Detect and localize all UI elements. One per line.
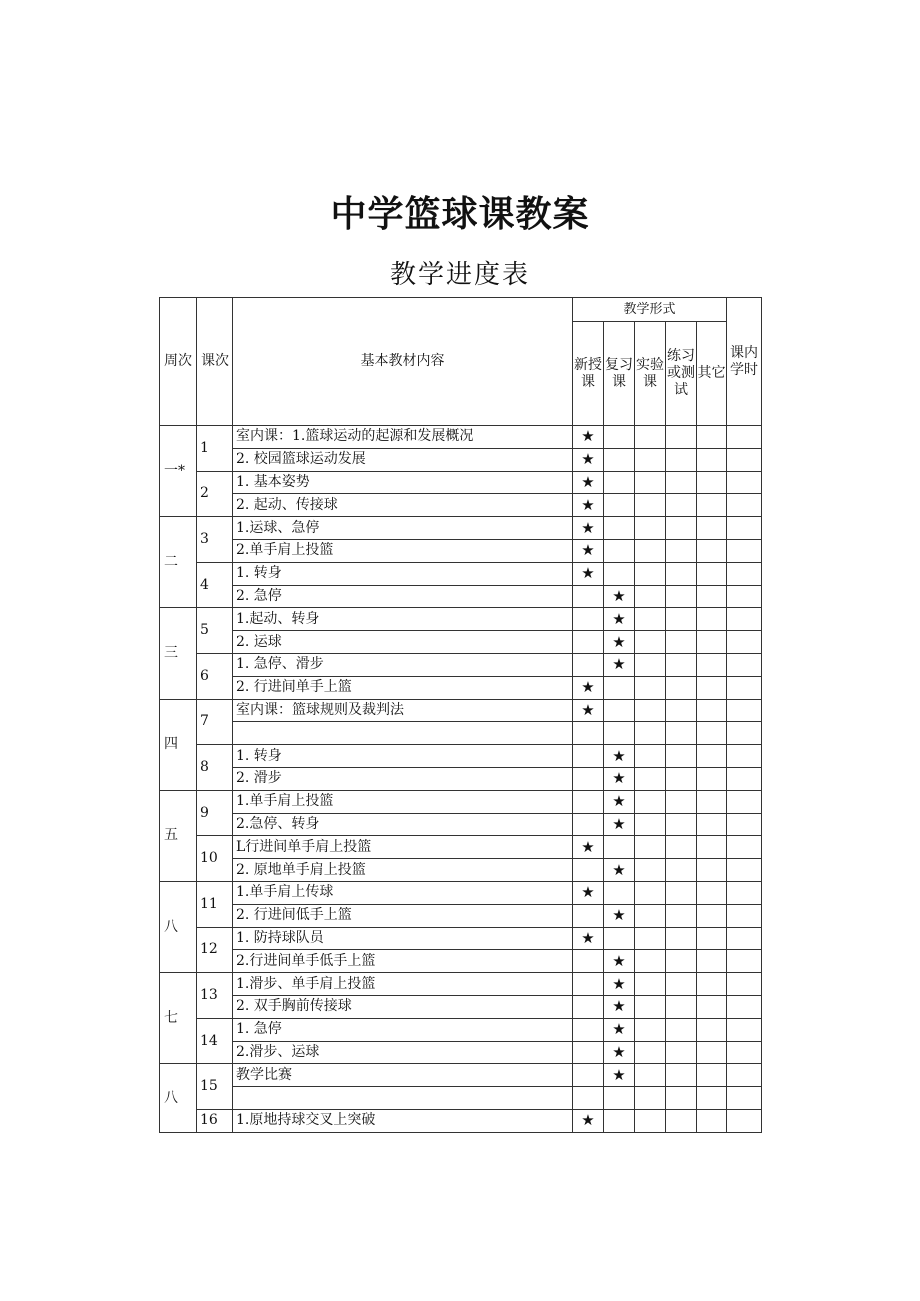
table-row: [160, 494, 762, 517]
hours-cell: [727, 539, 762, 562]
form-cell: [666, 745, 697, 768]
content-cell: 2.单手肩上投篮: [233, 539, 573, 562]
hours-cell: [727, 836, 762, 859]
lesson-number: 16: [197, 1109, 233, 1132]
form-cell: [604, 836, 635, 859]
content-cell: 2. 行进间单手上篮: [233, 676, 573, 699]
content-cell: 1. 基本姿势: [233, 471, 573, 494]
content-cell: 1.单手肩上传球: [233, 881, 573, 904]
form-cell: [666, 767, 697, 790]
star-mark: ★: [604, 585, 635, 608]
form-cell: [573, 1041, 604, 1064]
form-cell: [635, 973, 666, 996]
table-row: [160, 973, 762, 996]
hours-cell: [727, 562, 762, 585]
form-cell: [573, 813, 604, 836]
star-mark: ★: [573, 539, 604, 562]
star-mark: ★: [573, 699, 604, 722]
form-cell: [635, 1087, 666, 1110]
form-cell: [635, 539, 666, 562]
star-mark: ★: [604, 745, 635, 768]
star-mark: ★: [604, 608, 635, 631]
hours-cell: [727, 1109, 762, 1132]
form-cell: [697, 813, 727, 836]
hours-cell: [727, 745, 762, 768]
form-cell: [666, 859, 697, 882]
form-cell: [697, 927, 727, 950]
form-cell: [666, 1018, 697, 1041]
form-cell: [666, 494, 697, 517]
form-cell: [666, 631, 697, 654]
header-lesson: 课次: [197, 298, 233, 426]
header-form-new: 新授课: [573, 322, 604, 426]
form-cell: [635, 448, 666, 471]
content-cell: 1.原地持球交叉上突破: [233, 1109, 573, 1132]
content-cell: 2.滑步、运球: [233, 1041, 573, 1064]
form-cell: [635, 904, 666, 927]
content-cell: 2. 原地单手肩上投篮: [233, 859, 573, 882]
week-label: 三: [160, 608, 197, 699]
lesson-number: 8: [197, 745, 233, 791]
lesson-number: 10: [197, 836, 233, 882]
hours-cell: [727, 608, 762, 631]
header-form-experiment: 实验课: [635, 322, 666, 426]
form-cell: [666, 1087, 697, 1110]
table-row: [160, 631, 762, 654]
content-cell: 1.起动、转身: [233, 608, 573, 631]
week-label: 七: [160, 973, 197, 1064]
star-mark: ★: [573, 471, 604, 494]
week-label: 五: [160, 790, 197, 881]
hours-cell: [727, 927, 762, 950]
form-cell: [697, 904, 727, 927]
table-row: [160, 1041, 762, 1064]
header-content: 基本教材内容: [233, 298, 573, 426]
star-mark: ★: [604, 1064, 635, 1087]
table-row: [160, 1109, 762, 1132]
form-cell: [573, 631, 604, 654]
table-row: [160, 676, 762, 699]
form-cell: [666, 813, 697, 836]
form-cell: [573, 973, 604, 996]
form-cell: [697, 448, 727, 471]
hours-cell: [727, 1087, 762, 1110]
form-cell: [604, 471, 635, 494]
form-cell: [635, 881, 666, 904]
form-cell: [666, 722, 697, 745]
content-cell: L行进间单手肩上投篮: [233, 836, 573, 859]
star-mark: ★: [604, 904, 635, 927]
content-cell: 1. 转身: [233, 562, 573, 585]
form-cell: [604, 1087, 635, 1110]
form-cell: [635, 836, 666, 859]
table-row: [160, 562, 762, 585]
form-cell: [635, 813, 666, 836]
form-cell: [635, 745, 666, 768]
form-cell: [666, 927, 697, 950]
table-row: [160, 722, 762, 745]
header-form-practice: 练习或测试: [666, 322, 697, 426]
table-row: [160, 539, 762, 562]
table-row: [160, 608, 762, 631]
star-mark: ★: [573, 448, 604, 471]
hours-cell: [727, 767, 762, 790]
form-cell: [666, 1064, 697, 1087]
hours-cell: [727, 426, 762, 449]
content-cell: 教学比赛: [233, 1064, 573, 1087]
form-cell: [635, 722, 666, 745]
week-label: 八: [160, 881, 197, 972]
form-cell: [573, 950, 604, 973]
star-mark: ★: [573, 927, 604, 950]
form-cell: [666, 426, 697, 449]
form-cell: [697, 631, 727, 654]
form-cell: [635, 471, 666, 494]
lesson-number: 13: [197, 973, 233, 1019]
form-cell: [604, 562, 635, 585]
form-cell: [697, 836, 727, 859]
hours-cell: [727, 585, 762, 608]
form-cell: [666, 1041, 697, 1064]
star-mark: ★: [604, 950, 635, 973]
hours-cell: [727, 881, 762, 904]
form-cell: [697, 881, 727, 904]
hours-cell: [727, 904, 762, 927]
form-cell: [666, 881, 697, 904]
content-cell: 2. 校园篮球运动发展: [233, 448, 573, 471]
form-cell: [604, 426, 635, 449]
form-cell: [573, 1087, 604, 1110]
form-cell: [697, 950, 727, 973]
header-form-review: 复习课: [604, 322, 635, 426]
form-cell: [635, 699, 666, 722]
form-cell: [573, 767, 604, 790]
form-cell: [697, 517, 727, 540]
form-cell: [666, 585, 697, 608]
star-mark: ★: [573, 836, 604, 859]
lesson-number: 15: [197, 1064, 233, 1110]
form-cell: [666, 653, 697, 676]
form-cell: [697, 426, 727, 449]
hours-cell: [727, 950, 762, 973]
table-row: [160, 836, 762, 859]
star-mark: ★: [573, 881, 604, 904]
table-title: 教学进度表: [389, 260, 530, 290]
content-cell: 室内课：篮球规则及裁判法: [233, 699, 573, 722]
form-cell: [573, 585, 604, 608]
star-mark: ★: [573, 426, 604, 449]
star-mark: ★: [604, 859, 635, 882]
form-cell: [666, 904, 697, 927]
form-cell: [666, 676, 697, 699]
table-row: [160, 790, 762, 813]
table-row: [160, 585, 762, 608]
header-hours: 课内学时: [727, 298, 762, 426]
star-mark: ★: [604, 790, 635, 813]
star-mark: ★: [573, 494, 604, 517]
form-cell: [604, 517, 635, 540]
form-cell: [573, 859, 604, 882]
table-row: [160, 881, 762, 904]
form-cell: [635, 995, 666, 1018]
form-cell: [635, 562, 666, 585]
form-cell: [666, 699, 697, 722]
form-cell: [697, 676, 727, 699]
form-cell: [666, 790, 697, 813]
form-cell: [573, 790, 604, 813]
hours-cell: [727, 790, 762, 813]
star-mark: ★: [604, 973, 635, 996]
form-cell: [604, 881, 635, 904]
form-cell: [604, 722, 635, 745]
table-row: [160, 995, 762, 1018]
table-row: [160, 813, 762, 836]
table-row: [160, 1018, 762, 1041]
content-cell: 1. 急停、滑步: [233, 653, 573, 676]
form-cell: [697, 471, 727, 494]
hours-cell: [727, 653, 762, 676]
content-cell: 室内课：1.篮球运动的起源和发展概况: [233, 426, 573, 449]
form-cell: [697, 1018, 727, 1041]
hours-cell: [727, 699, 762, 722]
star-mark: ★: [573, 562, 604, 585]
star-mark: ★: [604, 631, 635, 654]
form-cell: [635, 1018, 666, 1041]
form-cell: [604, 494, 635, 517]
form-cell: [604, 1109, 635, 1132]
lesson-number: 9: [197, 790, 233, 836]
lesson-number: 3: [197, 517, 233, 563]
form-cell: [635, 927, 666, 950]
form-cell: [635, 585, 666, 608]
table-row: [160, 927, 762, 950]
table-row: [160, 517, 762, 540]
form-cell: [697, 767, 727, 790]
lesson-number: 11: [197, 881, 233, 927]
table-row: [160, 859, 762, 882]
form-cell: [697, 699, 727, 722]
schedule-table: [159, 297, 762, 1133]
form-cell: [697, 973, 727, 996]
hours-cell: [727, 1064, 762, 1087]
hours-cell: [727, 471, 762, 494]
lesson-number: 12: [197, 927, 233, 973]
form-cell: [604, 539, 635, 562]
form-cell: [573, 904, 604, 927]
form-cell: [635, 494, 666, 517]
content-cell: 2. 运球: [233, 631, 573, 654]
content-cell: 1.滑步、单手肩上投篮: [233, 973, 573, 996]
table-row: [160, 904, 762, 927]
table-row: [160, 471, 762, 494]
lesson-number: 2: [197, 471, 233, 517]
form-cell: [697, 653, 727, 676]
form-cell: [666, 517, 697, 540]
hours-cell: [727, 1041, 762, 1064]
form-cell: [666, 950, 697, 973]
form-cell: [697, 585, 727, 608]
form-cell: [573, 745, 604, 768]
table-row: [160, 448, 762, 471]
lesson-number: 1: [197, 426, 233, 472]
table-row: [160, 653, 762, 676]
week-label: 二: [160, 517, 197, 608]
form-cell: [697, 995, 727, 1018]
form-cell: [666, 836, 697, 859]
form-cell: [635, 790, 666, 813]
form-cell: [635, 426, 666, 449]
form-cell: [697, 722, 727, 745]
content-cell: 1.单手肩上投篮: [233, 790, 573, 813]
star-mark: ★: [604, 1018, 635, 1041]
form-cell: [697, 790, 727, 813]
table-row: [160, 1064, 762, 1087]
form-cell: [573, 1018, 604, 1041]
form-cell: [635, 859, 666, 882]
page-title: 中学篮球课教案: [330, 194, 590, 235]
content-cell: 2. 行进间低手上篮: [233, 904, 573, 927]
form-cell: [573, 722, 604, 745]
form-cell: [573, 653, 604, 676]
content-cell: 1. 转身: [233, 745, 573, 768]
lesson-number: 14: [197, 1018, 233, 1064]
form-cell: [666, 471, 697, 494]
form-cell: [697, 745, 727, 768]
form-cell: [666, 448, 697, 471]
form-cell: [666, 562, 697, 585]
form-cell: [697, 1087, 727, 1110]
hours-cell: [727, 631, 762, 654]
form-cell: [666, 1109, 697, 1132]
content-cell: 1. 防持球队员: [233, 927, 573, 950]
form-cell: [573, 608, 604, 631]
table-row: [160, 950, 762, 973]
hours-cell: [727, 995, 762, 1018]
star-mark: ★: [573, 1109, 604, 1132]
star-mark: ★: [573, 676, 604, 699]
table-row: [160, 426, 762, 449]
lesson-number: 4: [197, 562, 233, 608]
header-teaching-form: 教学形式: [573, 298, 727, 322]
star-mark: ★: [573, 517, 604, 540]
form-cell: [635, 653, 666, 676]
form-cell: [573, 1064, 604, 1087]
content-cell: 2. 双手胸前传接球: [233, 995, 573, 1018]
form-cell: [604, 927, 635, 950]
form-cell: [697, 1109, 727, 1132]
table-row: [160, 767, 762, 790]
content-cell: [233, 1087, 573, 1110]
hours-cell: [727, 813, 762, 836]
table-row: [160, 699, 762, 722]
form-cell: [666, 995, 697, 1018]
form-cell: [697, 494, 727, 517]
week-label: 四: [160, 699, 197, 790]
hours-cell: [727, 722, 762, 745]
form-cell: [635, 767, 666, 790]
form-cell: [666, 608, 697, 631]
form-cell: [635, 676, 666, 699]
form-cell: [697, 608, 727, 631]
lesson-number: 5: [197, 608, 233, 654]
form-cell: [573, 995, 604, 1018]
form-cell: [604, 676, 635, 699]
form-cell: [635, 950, 666, 973]
hours-cell: [727, 517, 762, 540]
form-cell: [697, 562, 727, 585]
star-mark: ★: [604, 995, 635, 1018]
form-cell: [697, 539, 727, 562]
hours-cell: [727, 494, 762, 517]
content-cell: 1.运球、急停: [233, 517, 573, 540]
hours-cell: [727, 448, 762, 471]
star-mark: ★: [604, 813, 635, 836]
form-cell: [635, 1064, 666, 1087]
form-cell: [635, 517, 666, 540]
header-form-other: 其它: [697, 322, 727, 426]
form-cell: [604, 699, 635, 722]
content-cell: 2. 起动、传接球: [233, 494, 573, 517]
table-row: [160, 745, 762, 768]
form-cell: [635, 1109, 666, 1132]
star-mark: ★: [604, 653, 635, 676]
content-cell: 2. 滑步: [233, 767, 573, 790]
week-label: 八: [160, 1064, 197, 1132]
header-week: 周次: [160, 298, 197, 426]
form-cell: [604, 448, 635, 471]
form-cell: [697, 859, 727, 882]
content-cell: 1. 急停: [233, 1018, 573, 1041]
content-cell: 2.行进间单手低手上篮: [233, 950, 573, 973]
lesson-number: 6: [197, 653, 233, 699]
hours-cell: [727, 676, 762, 699]
form-cell: [635, 1041, 666, 1064]
hours-cell: [727, 1018, 762, 1041]
content-cell: 2. 急停: [233, 585, 573, 608]
hours-cell: [727, 973, 762, 996]
star-mark: ★: [604, 767, 635, 790]
form-cell: [666, 539, 697, 562]
content-cell: 2.急停、转身: [233, 813, 573, 836]
table-row: [160, 1087, 762, 1110]
hours-cell: [727, 859, 762, 882]
star-mark: ★: [604, 1041, 635, 1064]
form-cell: [635, 608, 666, 631]
week-label: 一*: [160, 426, 197, 517]
lesson-number: 7: [197, 699, 233, 745]
content-cell: [233, 722, 573, 745]
form-cell: [666, 973, 697, 996]
form-cell: [697, 1041, 727, 1064]
form-cell: [635, 631, 666, 654]
form-cell: [697, 1064, 727, 1087]
